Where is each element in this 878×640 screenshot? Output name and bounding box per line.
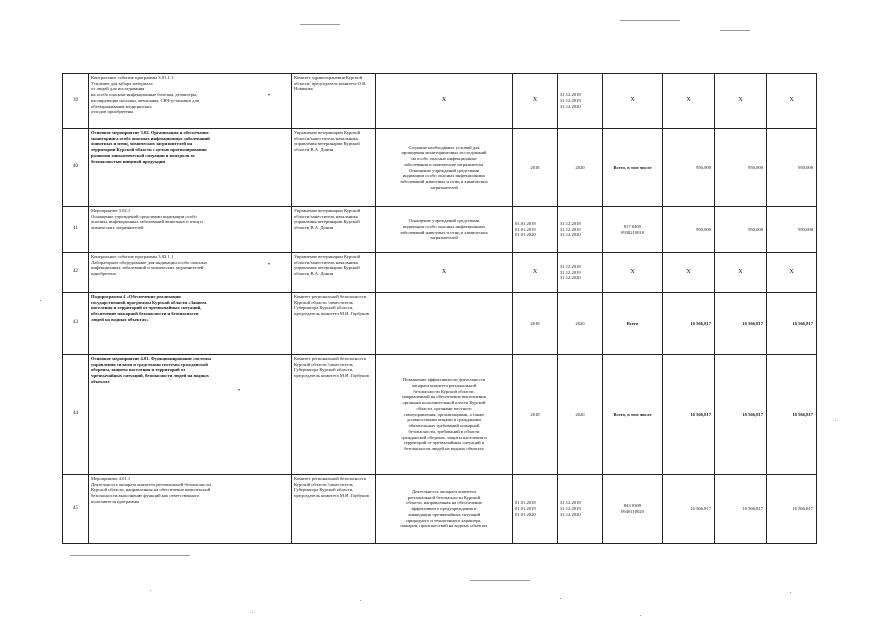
text-line: Оснащение учреждений средствами индикации особо: [91, 213, 197, 219]
text-line: Мероприятие 3.02.1: [91, 208, 131, 213]
text-line: 31.12.2020: [560, 511, 581, 517]
responsible-executor: [292, 207, 376, 253]
start-date: 2018: [513, 129, 558, 207]
text-line: мониторинга особо опасных инфекционных заболеваний: [91, 135, 210, 141]
text-line: безопасности, требований в области: [408, 428, 480, 434]
text-line: от людей для исследования: [91, 86, 145, 92]
row-number: 45: [63, 475, 89, 544]
amount-year-3: 950,000: [767, 129, 817, 207]
text-line: 0930210010: [621, 229, 644, 235]
scan-mark: [720, 30, 750, 31]
text-line: Мероприятие 4.01.1: [91, 476, 131, 481]
amount-year-1: X: [663, 74, 715, 129]
text-line: Контрольное событие программы 3.02.1.1: [91, 254, 174, 259]
text-line: загрязнителей: [430, 184, 458, 190]
text-line: Губернатора Курской области,: [294, 367, 354, 373]
table-row: [63, 74, 817, 129]
text-line: безопасности,выполнение функций как ответственного: [91, 493, 200, 499]
event-description: [89, 74, 292, 129]
amount-year-2: X: [715, 253, 767, 293]
text-line: Повышение эффективности деятельности: [402, 377, 486, 383]
text-line: Создание необходимых условий для: [408, 144, 480, 150]
text-line: X: [441, 97, 447, 104]
text-line: 2020: [575, 320, 585, 326]
text-line: обеззараживания медицинских: [91, 103, 152, 109]
text-line: природного и техногенного характера,: [406, 517, 482, 523]
text-line: заболеваний животных и птиц и химических: [400, 229, 488, 235]
text-line: территории Курской области с целью прогнозирования: [91, 147, 207, 153]
text-line: Оснащение учреждений средствами: [408, 218, 480, 224]
end-date: [558, 293, 603, 355]
scan-dot: •: [238, 388, 241, 394]
amount-year-3: 16 566,817: [767, 475, 817, 544]
text-line: управления силами и средствами системы гражданской: [91, 361, 208, 367]
text-line: 31.12.2019: [560, 506, 581, 512]
text-line: управления ветеринарии Курской: [294, 141, 360, 147]
text-line: Комитет здравоохранения Курской: [294, 75, 363, 80]
scan-speck: [360, 600, 361, 601]
start-date: X: [513, 253, 558, 293]
text-line: 31.12.2020: [560, 232, 581, 238]
amount-year-2: X: [715, 74, 767, 129]
expected-result: [376, 129, 513, 207]
table-row: [63, 129, 817, 207]
text-line: самоуправления, организациями, а также: [403, 411, 485, 417]
text-line: эффективного предупреждения и: [411, 506, 477, 512]
table-row: [63, 207, 817, 253]
text-line: Комитет региональной безопасности: [294, 294, 367, 299]
text-line: 01.01.2019: [515, 506, 536, 512]
text-line: инфекционных заболеваний и химических загрязнителей: [91, 265, 204, 271]
text-line: обороны, защиты населения и территорий от: [91, 367, 186, 373]
text-line: отходов приобретены: [91, 109, 134, 115]
amount-year-1: 950,000: [663, 207, 715, 253]
text-line: области/заместитель начальника: [294, 259, 358, 265]
expected-result: [376, 253, 513, 293]
text-line: Основное мероприятие 3.02. Организация и обеспечение: [91, 130, 209, 135]
scan-speck: [252, 612, 253, 613]
row-number: 44: [63, 355, 89, 475]
amount-year-1: 950,000: [663, 129, 715, 207]
text-line: области В.А. Донин: [294, 147, 334, 153]
amount-year-1: 16 566,817: [663, 293, 715, 355]
text-line: области/заместитель начальника: [294, 135, 358, 141]
scan-speck: [560, 598, 561, 599]
text-line: Комитет региональной безопасности: [294, 356, 367, 361]
text-line: области, направленная на обеспечение: [406, 500, 482, 506]
event-description: [89, 475, 292, 544]
text-line: населения и территорий от чрезвычайных ситуаций,: [91, 305, 202, 311]
responsible-executor: [292, 129, 376, 207]
start-date: 2018: [513, 355, 558, 475]
end-date: [558, 355, 603, 475]
text-line: людей на водных объектах»: [91, 316, 149, 322]
text-line: должностными лицами и гражданами: [406, 417, 482, 423]
scan-mark: [300, 24, 340, 25]
text-line: индикации особо опасных инфекционных: [402, 173, 486, 179]
amount-year-3: 950,000: [767, 207, 817, 253]
scan-speck: [640, 615, 641, 616]
text-line: Основное мероприятие 4.01. Функционирование системы: [91, 356, 211, 361]
text-line: области/заместитель начальника: [294, 213, 358, 219]
text-line: 01.01.2020: [515, 232, 536, 238]
text-line: 31.12.2019: [560, 269, 581, 275]
kbk-code: Всего, в том числе: [603, 355, 663, 475]
text-line: 817 0405: [623, 223, 642, 229]
amount-year-3: 16 566,817: [767, 355, 817, 475]
text-line: животных и птиц, химических загрязнителей на: [91, 141, 193, 147]
text-line: председатель комитета М.Н. Горбунов: [294, 373, 369, 379]
text-line: Губернатора Курской области,: [294, 305, 354, 311]
text-line: объектах: [91, 378, 110, 384]
text-line: гражданской обороны, защиты населения и: [401, 434, 487, 440]
kbk-code: Всего, в том числе: [603, 129, 663, 207]
text-line: 01.01.2018: [515, 220, 536, 226]
expected-result: [376, 355, 513, 475]
text-line: 2020: [575, 411, 585, 417]
responsible-executor: [292, 355, 376, 475]
text-line: 31.12.2020: [560, 275, 581, 281]
row-number: 42: [63, 253, 89, 293]
start-date: 2018: [513, 293, 558, 355]
text-line: региональной безопасности Курской: [408, 494, 480, 500]
text-line: загрязнителей: [430, 235, 458, 241]
text-line: Управление ветеринарии Курской: [294, 254, 361, 259]
text-line: области В.А. Донин: [294, 271, 334, 277]
amount-year-2: 16 566,817: [715, 355, 767, 475]
scan-mark: [470, 580, 530, 581]
text-line: Курской области /заместитель: [294, 481, 353, 487]
document-page: [62, 73, 816, 543]
event-description: [89, 129, 292, 207]
responsible-executor: [292, 253, 376, 293]
text-line: 31.12.2018: [560, 263, 581, 269]
amount-year-3: X: [767, 74, 817, 129]
text-line: управления ветеринарии Курской: [294, 265, 360, 271]
text-line: 31.12.2019: [560, 226, 581, 232]
text-line: изолирующие носилки, автоклавы, СВЧ-установки для: [91, 97, 199, 103]
text-line: председатель комитета М.Н. Горбунов: [294, 493, 369, 499]
kbk-code: [603, 207, 663, 253]
table-row: [63, 293, 817, 355]
text-line: Контрольное событие программы 3.01.1.1: [91, 75, 174, 80]
text-line: 31.12.2018: [560, 220, 581, 226]
amount-year-3: X: [767, 253, 817, 293]
text-line: области/ председатель комитета О.В.: [294, 80, 367, 86]
row-number: 43: [63, 293, 89, 355]
table-row: [63, 253, 817, 293]
kbk-code: Всего: [603, 293, 663, 355]
text-line: безопасностью пищевой продукции: [91, 158, 166, 164]
text-line: Управление ветеринарии Курской: [294, 130, 361, 135]
kbk-code: X: [603, 253, 663, 293]
event-description: [89, 253, 292, 293]
end-date: [558, 74, 603, 129]
text-line: индикации особо опасных инфекционных: [402, 223, 486, 229]
amount-year-2: 950,000: [715, 207, 767, 253]
text-line: Губернатора Курской области,: [294, 487, 354, 493]
table-row: [63, 475, 817, 544]
text-line: химических загрязнителей: [91, 225, 144, 231]
text-line: направленной на обеспечение выполнения: [402, 394, 486, 400]
text-line: Оснащение учреждений средствами: [408, 167, 480, 173]
amount-year-2: 16 566,817: [715, 475, 767, 544]
text-line: исполнителя программы: [91, 498, 140, 504]
text-line: 0940110020: [621, 509, 644, 514]
text-line: проведения мониторинговых исследований: [401, 150, 487, 156]
end-date: [558, 253, 603, 293]
scan-speck: [790, 592, 791, 593]
scan-dot: •: [268, 93, 271, 99]
text-line: Деятельность аппарата комитета региональной безопасности: [91, 481, 211, 487]
text-line: обеспечение пожарной безопасности и безопасности: [91, 311, 199, 317]
kbk-code: [603, 475, 663, 544]
amount-year-1: 16 566,817: [663, 475, 715, 544]
responsible-executor: [292, 475, 376, 544]
responsible-executor: [292, 74, 376, 129]
text-line: управления ветеринарии Курской: [294, 219, 360, 225]
text-line: 01.01.2020: [515, 511, 536, 517]
text-line: на особо опасные инфекционные болезни, дезинсеры,: [91, 92, 198, 98]
table-row: [63, 355, 817, 475]
amount-year-2: 950,000: [715, 129, 767, 207]
text-line: развития эпизоотической ситуации и контроля за: [91, 152, 195, 158]
text-line: 31.12.2018: [560, 92, 581, 98]
text-line: опасных инфекционных заболеваний животных и птиц и: [91, 219, 203, 225]
start-date: X: [513, 74, 558, 129]
text-line: 01.01.2018: [515, 500, 536, 506]
scan-speck: [835, 420, 836, 421]
start-date: [513, 207, 558, 253]
end-date: [558, 475, 603, 544]
expected-result: [376, 207, 513, 253]
event-description: [89, 355, 292, 475]
text-line: Деятельность аппарата комитета: [411, 488, 477, 494]
text-line: безопасности людей на водных объектах: [404, 446, 484, 452]
expected-result: [376, 475, 513, 544]
text-line: заболевания и химические загрязнители.: [403, 161, 485, 167]
text-line: X: [441, 268, 447, 275]
text-line: пожаров, происшествий на водных объектах: [400, 523, 488, 529]
text-line: Курской области, направленная на обеспечение комплексной: [91, 487, 211, 493]
scan-mark: [70, 555, 190, 556]
text-line: области В.А. Донин: [294, 225, 334, 231]
text-line: Курской области /заместитель: [294, 361, 353, 367]
text-line: Курской области /заместитель: [294, 299, 353, 305]
row-number: 40: [63, 129, 89, 207]
text-line: аппарата комитета региональной: [411, 382, 477, 388]
scan-speck: [40, 300, 41, 301]
program-table: [62, 73, 817, 544]
end-date: [558, 129, 603, 207]
scan-mark: [620, 20, 680, 21]
text-line: Усиление для забора материала: [91, 80, 153, 86]
text-line: заболеваний животных и птиц и химических: [400, 178, 488, 184]
text-line: Подпрограмма 4 «Обеспечение реализации: [91, 294, 181, 299]
expected-result: [376, 293, 513, 355]
amount-year-1: X: [663, 253, 715, 293]
scan-dot: •: [268, 262, 271, 268]
kbk-code: X: [603, 74, 663, 129]
text-line: Комитет региональной безопасности: [294, 476, 367, 481]
expected-result: [376, 74, 513, 129]
responsible-executor: [292, 293, 376, 355]
text-line: безопасности Курской области,: [413, 388, 475, 394]
text-line: чрезвычайных ситуаций, безопасности людей на водных: [91, 373, 209, 379]
text-line: государственной программы Курской области «Защита: [91, 299, 207, 305]
text-line: приобретено: [91, 271, 116, 277]
row-number: 41: [63, 207, 89, 253]
text-line: 2020: [575, 164, 585, 170]
start-date: [513, 475, 558, 544]
amount-year-3: 16 566,817: [767, 293, 817, 355]
end-date: [558, 207, 603, 253]
text-line: органами исполнительной власти Курской: [402, 400, 486, 406]
text-line: обязательных требований пожарной: [408, 423, 480, 429]
text-line: Новикова: [294, 86, 313, 92]
text-line: 843 0309: [623, 503, 642, 509]
text-line: на особо опасные инфекционные: [411, 156, 477, 162]
event-description: [89, 293, 292, 355]
text-line: 31.12.2018: [560, 500, 581, 506]
text-line: территорий от чрезвычайных ситуаций и: [403, 440, 485, 446]
text-line: 31.12.2020: [560, 103, 581, 109]
text-line: области, органами местного: [416, 405, 472, 411]
amount-year-1: 16 566,817: [663, 355, 715, 475]
text-line: ликвидации чрезвычайных ситуаций: [407, 511, 481, 517]
row-number: 39: [63, 74, 89, 129]
text-line: Лабораторное оборудование для индикации особо опасных: [91, 259, 208, 265]
amount-year-2: 16 566,817: [715, 293, 767, 355]
event-description: [89, 207, 292, 253]
text-line: Управление ветеринарии Курской: [294, 208, 361, 213]
text-line: председатель комитета М.Н. Горбунов: [294, 311, 369, 317]
text-line: 01.01.2019: [515, 226, 536, 232]
scan-speck: [150, 590, 151, 591]
text-line: 31.12.2019: [560, 98, 581, 104]
